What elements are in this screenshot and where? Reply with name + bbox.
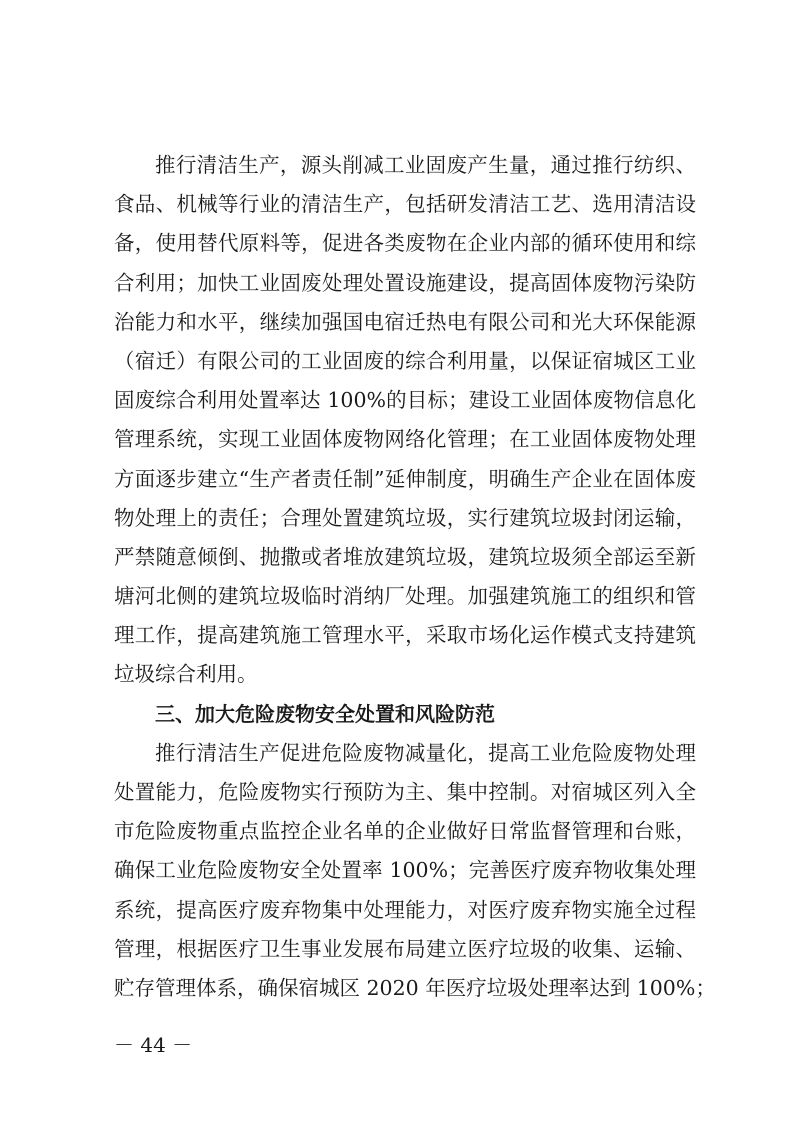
- paragraph-1-line: 严禁随意倾倒、抛撒或者堆放建筑垃圾，建筑垃圾须全部运至新: [114, 544, 696, 569]
- paragraph-1-line: （宿迁）有限公司的工业固废的综合利用量，以保证宿城区工业: [114, 348, 696, 373]
- paragraph-2-line: 处置能力，危险废物实行预防为主、集中控制。对宿城区列入全: [114, 780, 696, 804]
- paragraph-1-line: 垃圾综合利用。: [114, 662, 258, 687]
- paragraph-1-line: 备，使用替代原料等，促进各类废物在企业内部的循环使用和综: [114, 231, 696, 256]
- section-heading: 三、加大危险废物安全处置和风险防范: [155, 701, 495, 726]
- paragraph-1-line: 食品、机械等行业的清洁生产，包括研发清洁工艺、选用清洁设: [114, 192, 696, 217]
- paragraph-2-line: 确保工业危险废物安全处置率 100%；完善医疗废弃物收集处理: [114, 858, 696, 883]
- paragraph-1-line: 合利用；加快工业固废处理处置设施建设，提高固体废物污染防: [114, 270, 696, 295]
- paragraph-1-line: 管理系统，实现工业固体废物网络化管理；在工业固体废物处理: [114, 427, 696, 452]
- paragraph-2-line: 管理，根据医疗卫生事业发展布局建立医疗垃圾的收集、运输、: [114, 936, 696, 961]
- paragraph-1-line: 固废综合利用处置率达 100%的目标；建设工业固体废物信息化: [114, 388, 696, 413]
- paragraph-1-line: 方面逐步建立“生产者责任制”延伸制度，明确生产企业在固体废: [114, 466, 696, 491]
- paragraph-1-line: 推行清洁生产，源头削减工业固废产生量，通过推行纺织、: [155, 153, 696, 177]
- paragraph-2-line: 市危险废物重点监控企业名单的企业做好日常监督管理和台账，: [114, 819, 696, 844]
- paragraph-1-line: 物处理上的责任；合理处置建筑垃圾，实行建筑垃圾封闭运输，: [114, 505, 696, 530]
- body-text: [114, 146, 716, 1008]
- paragraph-2-line: 系统，提高医疗废弃物集中处理能力，对医疗废弃物实施全过程: [114, 897, 696, 922]
- paragraph-1-line: 治能力和水平，继续加强国电宿迁热电有限公司和光大环保能源: [114, 309, 696, 334]
- paragraph-1-line: 理工作，提高建筑施工管理水平，采取市场化运作模式支持建筑: [114, 623, 696, 648]
- page-number: － 44 －: [114, 1033, 193, 1057]
- paragraph-2-line: 推行清洁生产促进危险废物减量化，提高工业危险废物处理: [155, 740, 696, 765]
- paragraph-1-line: 塘河北侧的建筑垃圾临时消纳厂处理。加强建筑施工的组织和管: [114, 584, 696, 609]
- paragraph-2-line: 贮存管理体系，确保宿城区 2020 年医疗垃圾处理率达到 100%；: [114, 975, 716, 1000]
